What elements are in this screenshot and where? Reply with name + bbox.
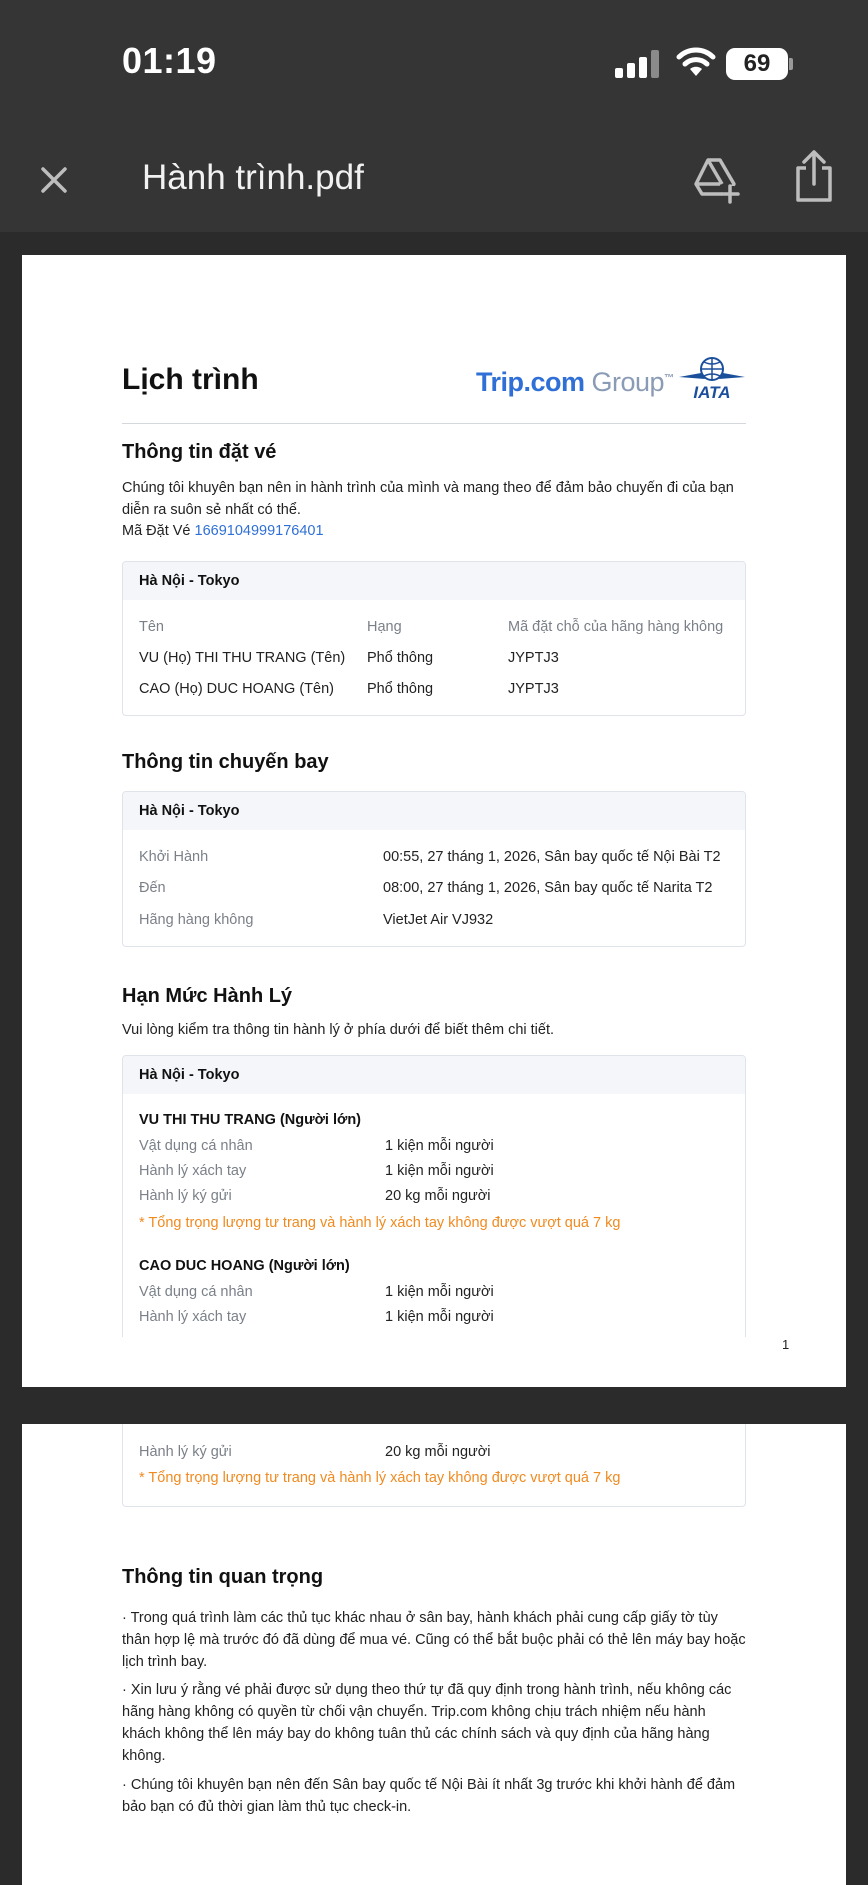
baggage-card-continued — [122, 1424, 746, 1507]
booking-card — [122, 561, 746, 716]
pdf-page-1[interactable] — [22, 255, 846, 1387]
passenger-2-class: Phổ thông — [367, 681, 434, 697]
battery-indicator: 69 — [726, 48, 788, 80]
passenger-2-pnr: JYPTJ3 — [508, 681, 559, 697]
p2-carry-on-label: Hành lý xách tay — [139, 1309, 247, 1325]
page-number: 1 — [782, 1337, 790, 1352]
airline-label: Hãng hàng không — [139, 912, 254, 928]
app-toolbar — [0, 120, 868, 232]
brand-group: Group — [584, 367, 665, 397]
wifi-icon — [676, 46, 716, 78]
close-icon[interactable] — [30, 156, 78, 204]
airline-value: VietJet Air VJ932 — [383, 912, 494, 928]
p2-personal-item-value: 1 kiện mỗi người — [385, 1284, 494, 1300]
share-icon[interactable] — [788, 148, 840, 204]
pdf-page-2[interactable] — [22, 1424, 846, 1885]
baggage-card-route: Hà Nội - Tokyo — [123, 1056, 745, 1094]
passenger-1-class: Phổ thông — [367, 650, 434, 666]
bullet-1-line-3: lịch trình bay. — [122, 1654, 208, 1670]
bullet-1-line-1: · Trong quá trình làm các thủ tục khác nhau ở sân bay, hành khách phải cung cấp giấy tờ tùy — [122, 1610, 718, 1626]
departure-value: 00:55, 27 tháng 1, 2026, Sân bay quốc tế Nội Bài T2 — [383, 849, 721, 865]
p1-weight-note: * Tổng trọng lượng tư trang và hành lý xách tay không được vượt quá 7 kg — [139, 1215, 621, 1231]
p1-personal-item-value: 1 kiện mỗi người — [385, 1138, 494, 1154]
p1-carry-on-value: 1 kiện mỗi người — [385, 1163, 494, 1179]
header-divider — [122, 423, 746, 424]
file-title: Hành trình.pdf — [142, 158, 364, 197]
iata-logo-text: IATA — [693, 383, 731, 401]
tripcom-group-logo — [476, 367, 674, 398]
bullet-2-line-4: không. — [122, 1748, 166, 1764]
p1-checked-label: Hành lý ký gửi — [139, 1188, 232, 1204]
baggage-intro: Vui lòng kiểm tra thông tin hành lý ở phía dưới để biết thêm chi tiết. — [122, 1022, 555, 1038]
important-bullet-3 — [122, 1774, 750, 1818]
baggage-passenger-2-name: CAO DUC HOANG (Người lớn) — [139, 1258, 350, 1274]
baggage-heading: Hạn Mức Hành Lý — [122, 985, 293, 1007]
booking-code-line — [122, 523, 324, 539]
p1-personal-item-label: Vật dụng cá nhân — [139, 1138, 253, 1154]
p2-weight-note: * Tổng trọng lượng tư trang và hành lý xách tay không được vượt quá 7 kg — [139, 1470, 621, 1486]
p2-personal-item-label: Vật dụng cá nhân — [139, 1284, 253, 1300]
booking-code-label: Mã Đặt Vé — [122, 523, 195, 539]
col-header-class: Hạng — [367, 619, 402, 635]
cellular-signal-icon — [615, 50, 659, 78]
p1-checked-value: 20 kg mỗi người — [385, 1188, 491, 1204]
arrival-label: Đến — [139, 880, 166, 896]
bullet-2-line-3: khách không thể lên máy bay do không tuân thủ các chính sách và quy định của hãng hàng — [122, 1726, 710, 1742]
bullet-2-line-1: · Xin lưu ý rằng vé phải được sử dụng theo thứ tự đã quy định trong hành trình, nếu không các — [122, 1682, 732, 1698]
arrival-value: 08:00, 27 tháng 1, 2026, Sân bay quốc tế Narita T2 — [383, 880, 713, 896]
booking-intro — [122, 477, 752, 521]
add-to-drive-icon[interactable] — [690, 152, 742, 204]
important-heading: Thông tin quan trọng — [122, 1566, 324, 1588]
document-title: Lịch trình — [122, 363, 259, 396]
passenger-1-name: VU (Họ) THI THU TRANG (Tên) — [139, 650, 346, 666]
booking-intro-line2: diễn ra suôn sẻ nhất có thể. — [122, 502, 301, 518]
departure-label: Khởi Hành — [139, 849, 209, 865]
brand-tm: ™ — [664, 373, 674, 384]
bullet-3-line-2: bảo bạn có đủ thời gian làm thủ tục check-in. — [122, 1799, 412, 1815]
battery-tip — [789, 58, 793, 70]
flight-card — [122, 791, 746, 947]
p1-carry-on-label: Hành lý xách tay — [139, 1163, 247, 1179]
flight-heading: Thông tin chuyến bay — [122, 751, 329, 773]
col-header-name: Tên — [139, 619, 164, 635]
bullet-2-line-2: hãng hàng không có quyền từ chối vận chuyển. Trip.com không chịu trách nhiệm nếu hành — [122, 1704, 706, 1720]
col-header-pnr: Mã đặt chỗ của hãng hàng không — [508, 619, 724, 635]
page-cut-mask — [112, 1337, 762, 1387]
passenger-2-name: CAO (Họ) DUC HOANG (Tên) — [139, 681, 334, 697]
booking-code-value[interactable]: 1669104999176401 — [194, 523, 324, 539]
brand-trip: Trip.com — [476, 367, 585, 397]
p2-checked-value: 20 kg mỗi người — [385, 1444, 491, 1460]
booking-heading: Thông tin đặt vé — [122, 441, 277, 463]
passenger-1-pnr: JYPTJ3 — [508, 650, 559, 666]
important-bullet-2 — [122, 1679, 750, 1767]
status-time: 01:19 — [122, 40, 217, 81]
flight-card-route: Hà Nội - Tokyo — [123, 792, 745, 830]
booking-card-route: Hà Nội - Tokyo — [123, 562, 745, 600]
baggage-passenger-1-name: VU THI THU TRANG (Người lớn) — [139, 1112, 362, 1128]
p2-checked-label: Hành lý ký gửi — [139, 1444, 232, 1460]
booking-intro-line1: Chúng tôi khuyên bạn nên in hành trình của mình và mang theo để đảm bảo chuyến đi của bạn — [122, 480, 734, 496]
bullet-3-line-1: · Chúng tôi khuyên bạn nên đến Sân bay quốc tế Nội Bài ít nhất 3g trước khi khởi hành để đảm — [122, 1777, 736, 1793]
iata-logo — [677, 355, 747, 401]
p2-carry-on-value: 1 kiện mỗi người — [385, 1309, 494, 1325]
important-bullet-1 — [122, 1607, 750, 1673]
bullet-1-line-2: thân hợp lệ mà trước đó đã dùng để mua vé. Cũng có thể bắt buộc phải có thẻ lên máy bay hoặc — [122, 1632, 746, 1648]
status-bar — [0, 0, 868, 120]
